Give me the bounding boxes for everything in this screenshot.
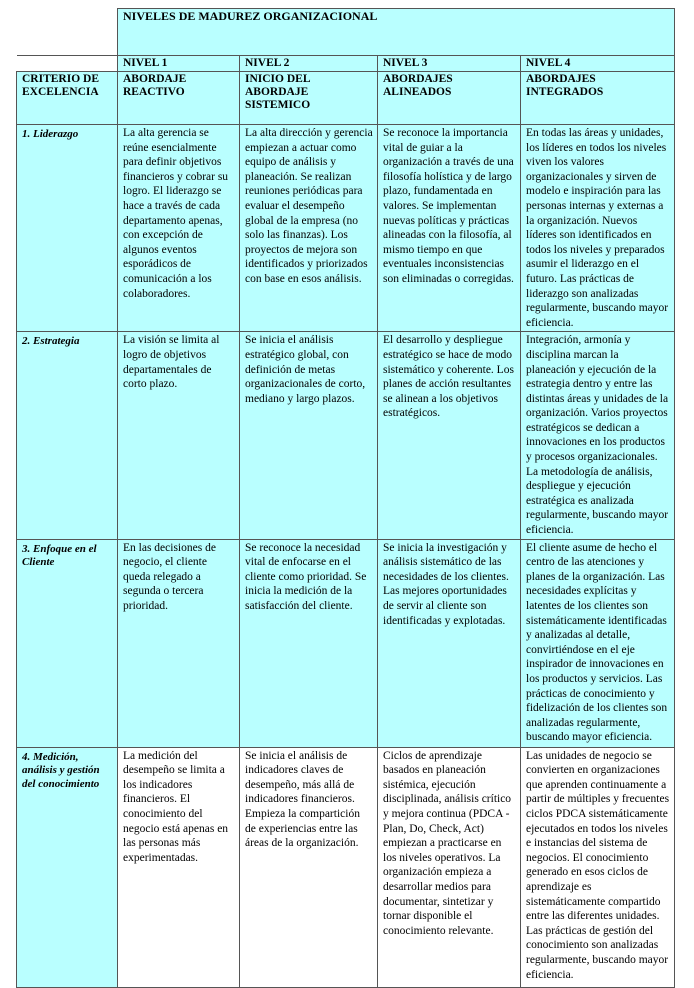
cell-medicion-level-4: Las unidades de negocio se convierten en organizaciones que aprenden continuamente a partir de múltiples y frecuentes ciclos PDCA sistemáticamente ejecutados en todos los niveles e instancias del sistema de negocios. El conocimiento generado en esos ciclos de aprendizaje es sistemáticamente compartido entre las diferentes unidades. Las prácticas de gestión del conocimiento son analizadas regularmente, buscando mayor eficiencia. [521, 747, 675, 987]
cell-estrategia-level-4: Integración, armonía y disciplina marcan la planeación y ejecución de la estrategia dentro y entre las distintas áreas y unidades de la organización. Varios proyectos estratégicos se dedican a innovaciones en los productos y procesos organizacionales. La metodología de análisis, despliegue y ejecución estratégica es analizada regularmente, buscando mayor eficiencia. [521, 332, 675, 539]
level-1-name: ABORDAJE REACTIVO [118, 72, 240, 125]
cell-medicion-level-3: Ciclos de aprendizaje basados en planeación sistémica, ejecución disciplinada, análisis crítico y mejora continua (PDCA - Plan, Do, Check, Act) empiezan a practicarse en los niveles operativos. La organización empieza a desarrollar medios para documentar, sintetizar y tornar disponible el conocimiento relevante. [378, 747, 521, 987]
cell-enfoque-cliente-level-4: El cliente asume de hecho el centro de las atenciones y planes de la organización. Las necesidades explícitas y latentes de los clientes son sistemáticamente identificadas y analizadas al detalle, convirtiéndose en el eje inspirador de innovaciones en los productos y servicios. Las prácticas de conocimiento y fidelización de los clientes son analizadas regularmente, buscando mayor eficiencia. [521, 539, 675, 747]
table-title: NIVELES DE MADUREZ ORGANIZACIONAL [118, 9, 675, 56]
maturity-levels-table [16, 8, 675, 988]
criterion-liderazgo: 1. Liderazgo [17, 125, 118, 332]
criterion-column-header: CRITERIO DE EXCELENCIA [17, 72, 118, 125]
table-row-liderazgo [17, 125, 675, 332]
level-2-name: INICIO DEL ABORDAJE SISTEMICO [240, 72, 378, 125]
table-row-estrategia [17, 332, 675, 539]
cell-enfoque-cliente-level-1: En las decisiones de negocio, el cliente queda relegado a segunda o tercera prioridad. [118, 539, 240, 747]
table-row-enfoque-cliente [17, 539, 675, 747]
level-1-header: NIVEL 1 [118, 56, 240, 72]
cell-medicion-level-1: La medición del desempeño se limita a los indicadores financieros. El conocimiento del negocio está apenas en las personas más experimentadas. [118, 747, 240, 987]
level-4-name: ABORDAJES INTEGRADOS [521, 72, 675, 125]
cell-estrategia-level-2: Se inicia el análisis estratégico global, con definición de metas organizacionales de corto, mediano y largo plazos. [240, 332, 378, 539]
cell-liderazgo-level-3: Se reconoce la importancia vital de guiar a la organización a través de una filosofía holística y de largo plazo, fundamentada en valores. Se implementan nuevas políticas y prácticas alineadas con la filosofía, al mismo tiempo en que eventuales inconsistencias son eliminadas o corregidas. [378, 125, 521, 332]
level-3-name: ABORDAJES ALINEADOS [378, 72, 521, 125]
criterion-enfoque-cliente: 3. Enfoque en el Cliente [17, 539, 118, 747]
criterion-medicion: 4. Medición, análisis y gestión del conocimiento [17, 747, 118, 987]
empty-criterion-header-cell [17, 56, 118, 72]
table-row-medicion [17, 747, 675, 987]
cell-liderazgo-level-4: En todas las áreas y unidades, los líderes en todos los niveles viven los valores organizacionales y sirven de modelo e inspiración para las personas internas y externas a la organización. Nuevos líderes son identificados en todos los niveles y preparados asumir el liderazgo en el futuro. Las prácticas de liderazgo son analizadas regularmente, buscando mayor eficiencia. [521, 125, 675, 332]
empty-corner-cell [17, 9, 118, 56]
level-3-header: NIVEL 3 [378, 56, 521, 72]
cell-liderazgo-level-1: La alta gerencia se reúne esencialmente para definir objetivos financieros y cobrar su logro. El liderazgo se hace a través de cada departamento apenas, con excepción de algunos eventos esporádicos de comunicación a los colaboradores. [118, 125, 240, 332]
criterion-estrategia: 2. Estrategia [17, 332, 118, 539]
cell-enfoque-cliente-level-3: Se inicia la investigación y análisis sistemático de las necesidades de los clientes. Las mejores oportunidades de servir al cliente son identificadas y explotadas. [378, 539, 521, 747]
cell-estrategia-level-3: El desarrollo y despliegue estratégico se hace de modo sistemático y coherente. Los planes de acción resultantes se alinean a los objetivos estratégicos. [378, 332, 521, 539]
maturity-table-sheet [16, 8, 675, 988]
cell-medicion-level-2: Se inicia el análisis de indicadores claves de desempeño, más allá de indicadores financieros. Empieza la compartición de experiencias entre las áreas de la organización. [240, 747, 378, 987]
level-2-header: NIVEL 2 [240, 56, 378, 72]
level-4-header: NIVEL 4 [521, 56, 675, 72]
cell-enfoque-cliente-level-2: Se reconoce la necesidad vital de enfocarse en el cliente como prioridad. Se inicia la medición de la satisfacción del cliente. [240, 539, 378, 747]
cell-estrategia-level-1: La visión se limita al logro de objetivos departamentales de corto plazo. [118, 332, 240, 539]
cell-liderazgo-level-2: La alta dirección y gerencia empiezan a actuar como equipo de análisis y planeación. Se realizan reuniones periódicas para evaluar el desempeño global de la empresa (no solo las finanzas). Los proyectos de mejora son identificados y priorizados con base en esos análisis. [240, 125, 378, 332]
